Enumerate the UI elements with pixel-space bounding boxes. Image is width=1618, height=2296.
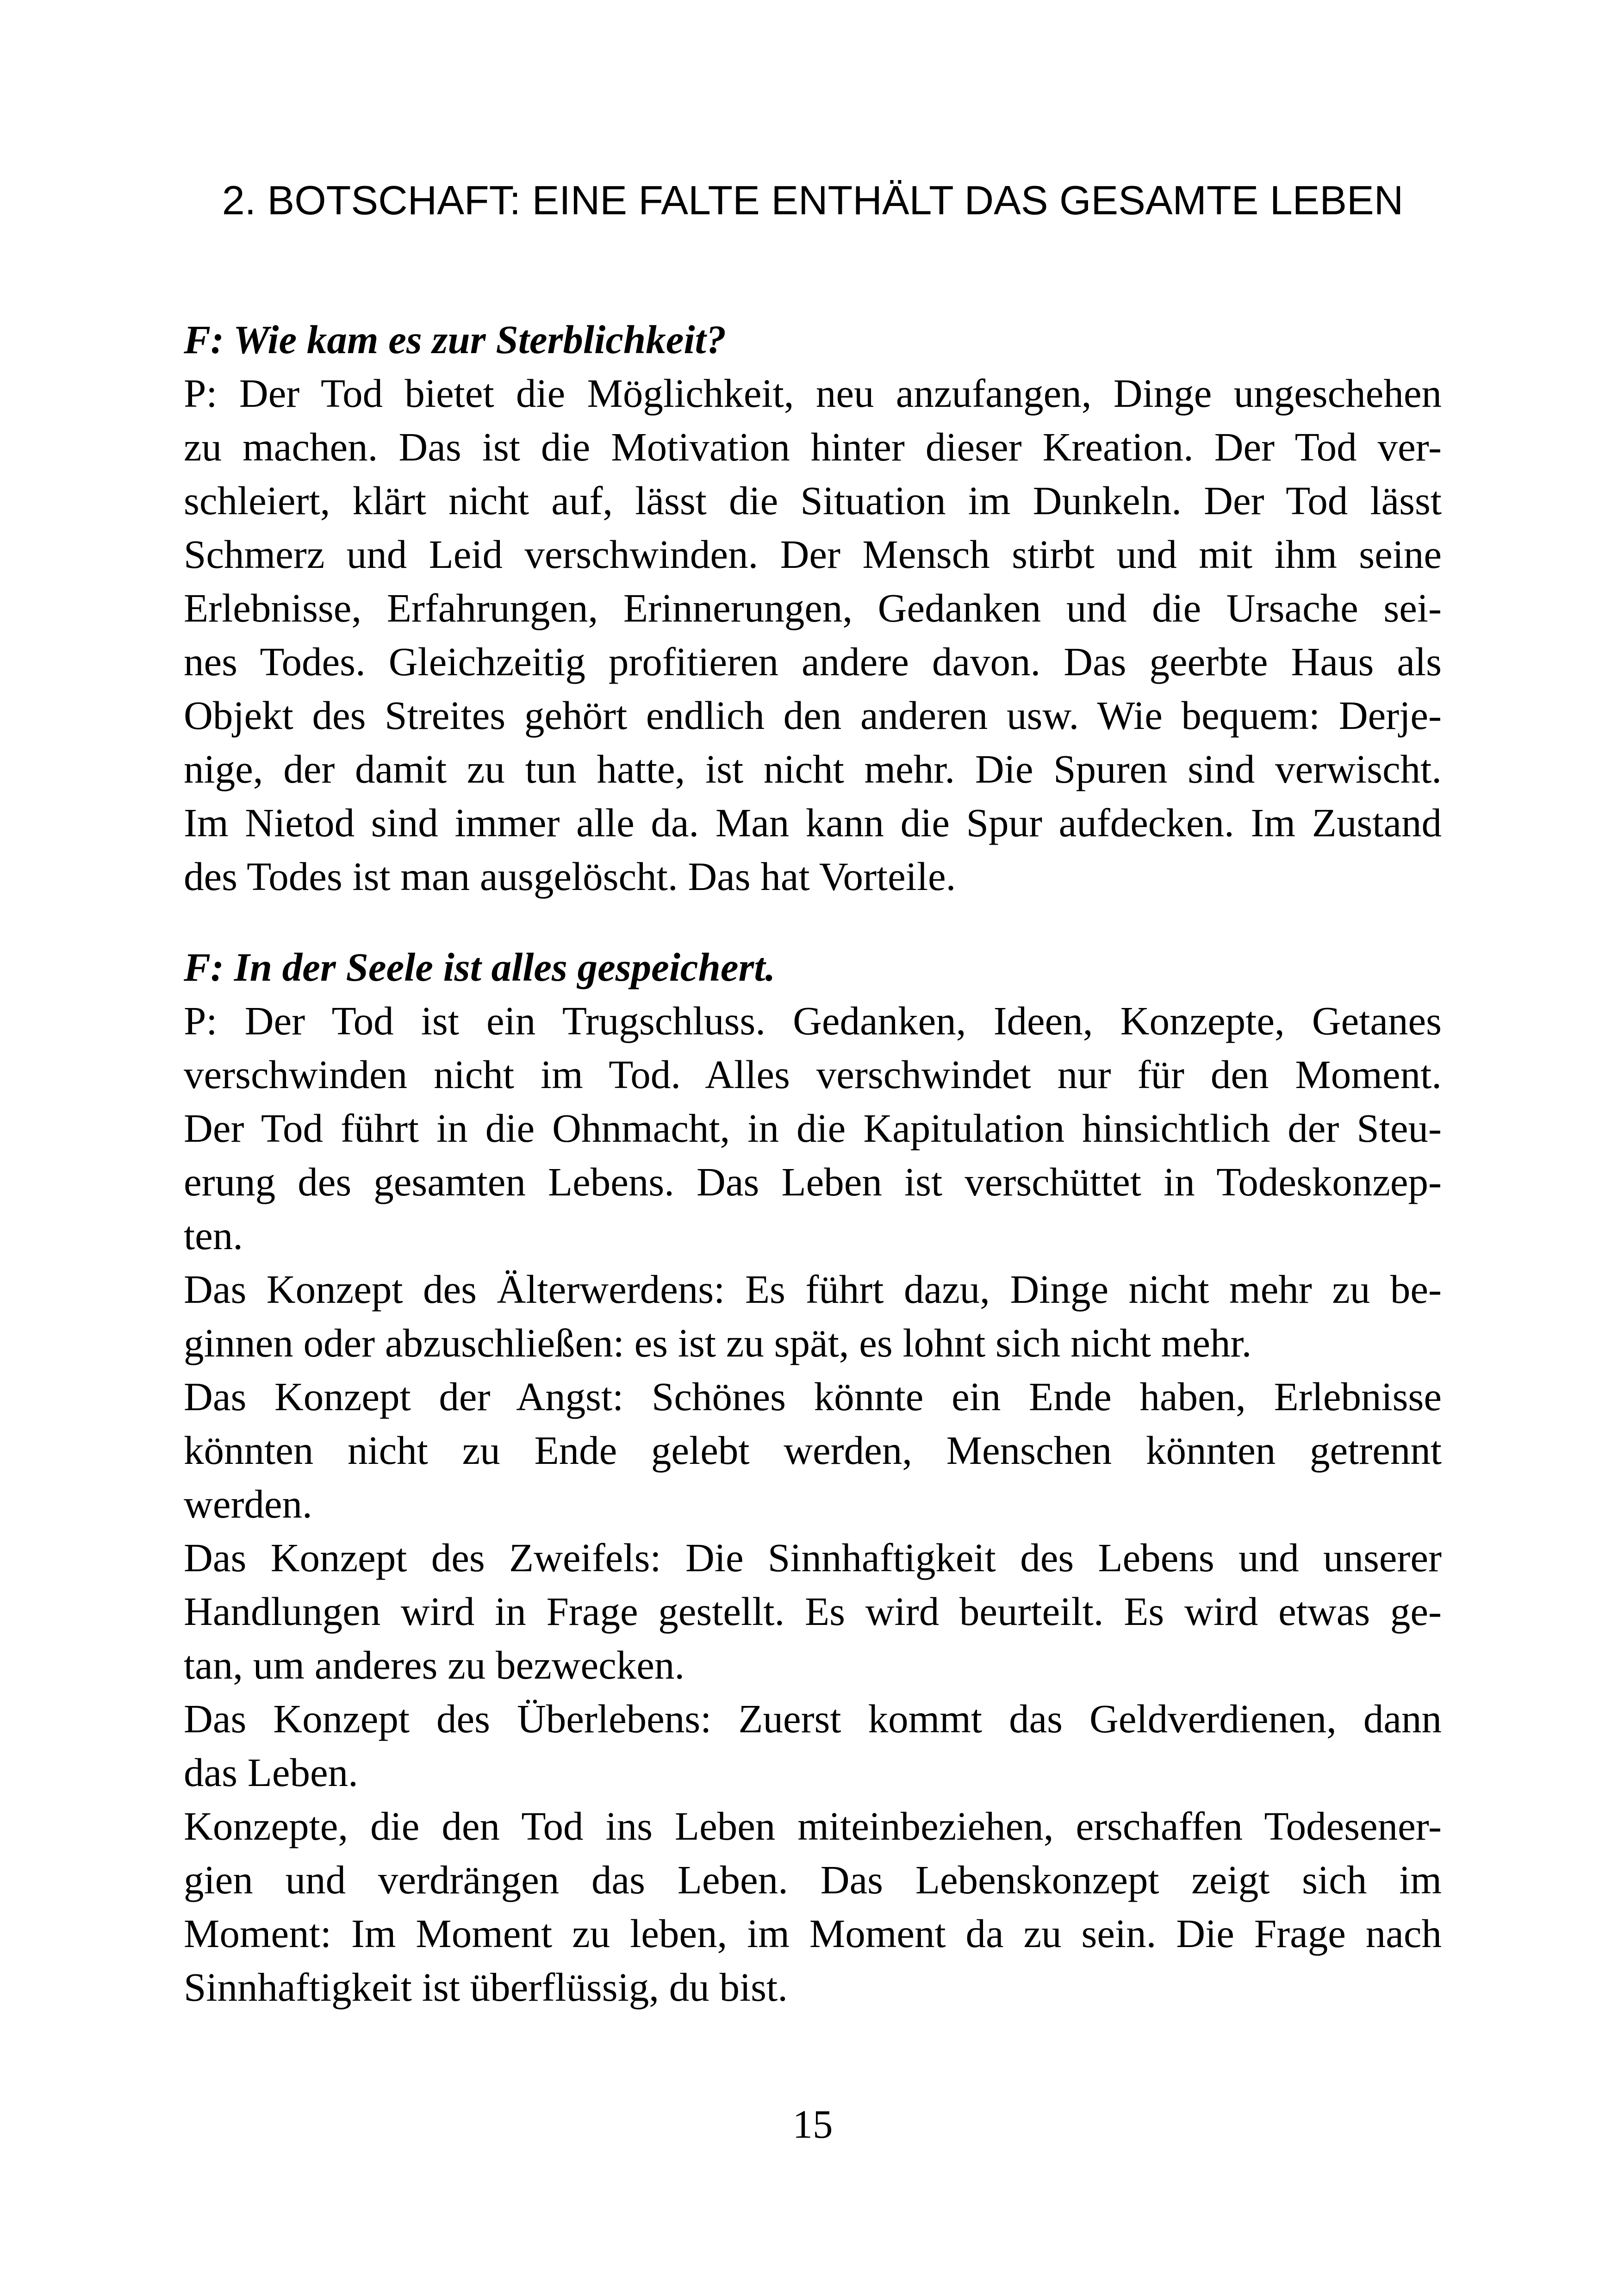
text-line: Schmerz und Leid verschwinden. Der Mensch stirbt und mit ihm seine xyxy=(184,532,1442,577)
text-line: Der Tod führt in die Ohnmacht, in die Kapitulation hinsichtlich der Steu- xyxy=(184,1106,1442,1151)
question-heading: F: In der Seele ist alles gespeichert. xyxy=(184,945,776,989)
text-line: Sinnhaftigkeit ist überflüssig, du bist. xyxy=(184,1965,788,2010)
paragraph xyxy=(184,994,1442,1263)
text-line: zu machen. Das ist die Motivation hinter dieser Kreation. Der Tod ver- xyxy=(184,424,1442,469)
text-line: verschwinden nicht im Tod. Alles verschwindet nur für den Moment. xyxy=(184,1052,1442,1097)
text-line: P: Der Tod ist ein Trugschluss. Gedanken, Ideen, Konzepte, Getanes xyxy=(184,998,1442,1043)
text-line: tan, um anderes zu bezwecken. xyxy=(184,1643,685,1687)
paragraph xyxy=(184,1531,1442,1692)
text-line: Das Konzept des Zweifels: Die Sinnhaftigkeit des Lebens und unserer xyxy=(184,1535,1442,1580)
text-line: nige, der damit zu tun hatte, ist nicht mehr. Die Spuren sind verwischt. xyxy=(184,747,1442,791)
text-line: ginnen oder abzuschließen: es ist zu spät, es lohnt sich nicht mehr. xyxy=(184,1320,1252,1365)
paragraph xyxy=(184,1799,1442,2014)
text-line: ten. xyxy=(184,1213,243,1258)
text-line: Objekt des Streites gehört endlich den anderen usw. Wie bequem: Derje- xyxy=(184,693,1442,738)
chapter-title: 2. BOTSCHAFT: EINE FALTE ENTHÄLT DAS GESAMTE LEBEN xyxy=(222,177,1404,223)
paragraph xyxy=(184,1370,1442,1531)
text-line: Handlungen wird in Frage gestellt. Es wird beurteilt. Es wird etwas ge- xyxy=(184,1589,1442,1634)
text-line: Erlebnisse, Erfahrungen, Erinnerungen, Gedanken und die Ursache sei- xyxy=(184,585,1442,630)
text-line: Im Nietod sind immer alle da. Man kann die Spur aufdecken. Im Zustand xyxy=(184,800,1442,845)
text-line: Das Konzept des Älterwerdens: Es führt dazu, Dinge nicht mehr zu be- xyxy=(184,1267,1442,1312)
page-number: 15 xyxy=(792,2102,833,2147)
text-line: Moment: Im Moment zu leben, im Moment da zu sein. Die Frage nach xyxy=(184,1911,1442,1956)
text-line: schleiert, klärt nicht auf, lässt die Situation im Dunkeln. Der Tod lässt xyxy=(184,478,1442,523)
paragraph xyxy=(184,1692,1442,1799)
text-line: Das Konzept der Angst: Schönes könnte ein Ende haben, Erlebnisse xyxy=(184,1374,1442,1419)
text-line: könnten nicht zu Ende gelebt werden, Menschen könnten getrennt xyxy=(184,1428,1442,1473)
text-line: Das Konzept des Überlebens: Zuerst kommt das Geldverdienen, dann xyxy=(184,1696,1442,1741)
page-content xyxy=(184,227,1442,2014)
paragraph xyxy=(184,367,1442,903)
paragraph xyxy=(184,1263,1442,1370)
text-line: erung des gesamten Lebens. Das Leben ist verschüttet in Todeskonzep- xyxy=(184,1159,1442,1204)
text-line: werden. xyxy=(184,1481,312,1526)
text-line: des Todes ist man ausgelöscht. Das hat Vorteile. xyxy=(184,854,956,899)
text-line: das Leben. xyxy=(184,1750,358,1795)
text-line: nes Todes. Gleichzeitig profitieren andere davon. Das geerbte Haus als xyxy=(184,639,1442,684)
text-line: Konzepte, die den Tod ins Leben miteinbeziehen, erschaffen Todesener- xyxy=(184,1804,1442,1848)
question-heading: F: Wie kam es zur Sterblichkeit? xyxy=(184,317,727,362)
text-line: gien und verdrängen das Leben. Das Lebenskonzept zeigt sich im xyxy=(184,1857,1442,1902)
text-line: P: Der Tod bietet die Möglichkeit, neu anzufangen, Dinge ungeschehen xyxy=(184,371,1442,416)
